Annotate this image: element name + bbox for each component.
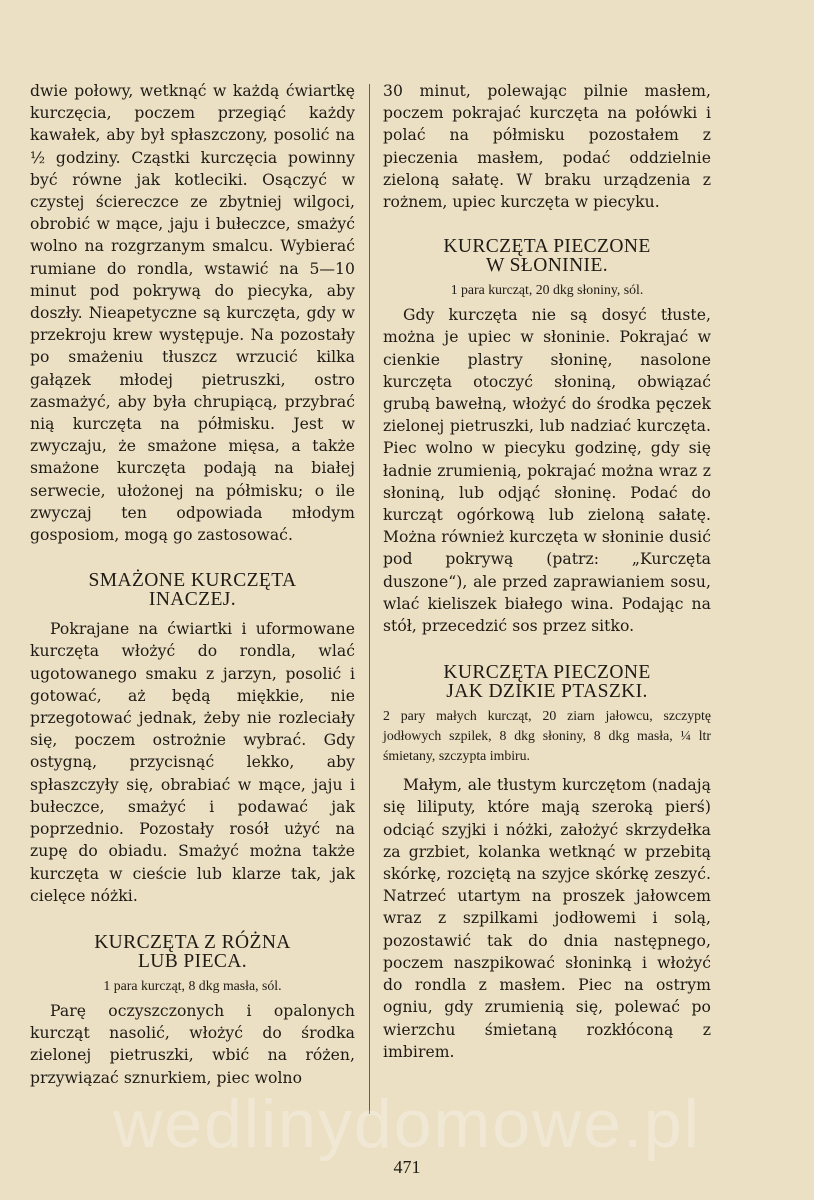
heading-line: KURCZĘTA Z RÓŻNA <box>94 931 291 953</box>
recipe-heading-smazone-kurczeta-inaczej <box>30 571 355 609</box>
heading-line: W SŁONINIE. <box>485 255 609 277</box>
heading-line: KURCZĘTA PIECZONE <box>443 236 651 258</box>
recipe-heading-kurczeta-pieczone-w-sloninie <box>383 237 711 275</box>
column-divider <box>369 84 370 1114</box>
ingredients-line: 1 para kurcząt, 20 dkg słoniny, sól. <box>450 282 644 298</box>
ingredients-line: 1 para kurcząt, 8 dkg masła, sól. <box>103 977 282 993</box>
continued-paragraph: dwie połowy, wetknąć w każdą ćwiartkę kurczęcia, poczem przegiąć każdy kawałek, aby był spłaszczony, posolić na ½ godziny. Cząstki kurczęcia powinny być równe jak kotleciki. Osączyć w czystej ściereczce ze zbytniej wilgoci, obrobić w mące, jaju i bułeczce, smażyć wolno na rozgrzanym smalcu. Wybierać rumiane do rondla, wstawić na 5—10 minut pod pokrywą do piecyka, aby doszły. Nieapetyczne są kurczęta, gdy w przekroju krew występuje. Na pozostały po smażeniu tłuszcz wrzucić kilka gałązek młodej pietruszki, ostro zasmażyć, aby była chrupiącą, przybrać nią kurczęta na półmisku. Jest w zwyczaju, że smażone mięsa, a także smażone kurczęta podają na białej serwecie, ułożonej na półmisku; o ile zwyczaj ten odpowiada młodym gosposiom, mogą go zastosować. <box>30 82 355 545</box>
heading-line: KURCZĘTA PIECZONE <box>443 662 651 684</box>
heading-line: INACZEJ. <box>148 589 237 611</box>
watermark-text: wedlinydomowe.pl <box>113 1086 701 1162</box>
recipe-text: Parę oczyszczonych i opalonych kurcząt nasolić, włożyć do środka zielonej pietruszki, wbić na różen, przywiązać sznurkiem, piec wolno <box>30 1001 355 1087</box>
recipe-text: Pokrajane na ćwiartki i uformowane kurczęta włożyć do rondla, wlać ugotowanego smaku z jarzyn, posolić i gotować, aż będą miękkie, nie przegotować jednak, żeby nie rozleciały się, poczem ostrożnie wybrać. Gdy ostygną, przycisnąć lekko, aby spłaszczyły się, obrabiać w mące, jaju i bułeczce, smażyć i podawać jak poprzednio. Pozostały rosół użyć na zupę do obiadu. Smażyć można także kurczęta w cieście lub klarze tak, jak cielęce nóżki. <box>30 620 355 905</box>
recipe-heading-kurczeta-jak-dzikie-ptaszki <box>383 663 711 701</box>
page-number: 471 <box>393 1157 421 1177</box>
heading-line: LUB PIECA. <box>137 950 248 972</box>
left-column <box>30 80 355 1089</box>
recipe-text: Gdy kurczęta nie są dosyć tłuste, można je upiec w słoninie. Pokrajać w cienkie plastry słoninę, nasolone kurczęta otoczyć słoniną, obwiązać grubą bawełną, włożyć do środka pęczek zielonej pietruszki, lub nadziać kurczęta. Piec wolno w piecyku godzinę, gdy się ładnie zrumienią, pokrajać można wraz z słoniną, lub odjąć słoninę. Podać do kurcząt ogórkową lub zieloną sałatę. Można również kurczęta w słoninie dusić pod pokrywą (patrz: „Kurczęta duszone“), ale przed zaprawianiem sosu, wlać kieliszek białego wina. Podając na stół, przecedzić sos przez sitko. <box>383 306 711 636</box>
heading-line: SMAŻONE KURCZĘTA <box>88 570 297 592</box>
heading-line: JAK DZIKIE PTASZKI. <box>446 681 648 703</box>
recipe-text: Małym, ale tłustym kurczętom (nadają się liliputy, które mają szeroką pierś) odciąć szyjki i nóżki, założyć skrzydełka za grzbiet, kolanka wetknąć w przebitą skórkę, rozciętą na szyjce skórkę zeszyć. Natrzeć utartym na proszek jałowcem wraz z szpilkami jodłowemi i solą, pozostawić tak do dnia następnego, poczem naszpikować słoninką i włożyć do rondla z masłem. Piec na ostrym ogniu, gdy zrumienią się, polewać po wierzchu śmietaną rozkłóconą z imbirem. <box>383 776 711 1061</box>
ingredients-line: 2 pary małych kurcząt, 20 ziarn jałowcu, szczyptę jodłowych szpilek, 8 dkg słoniny, 8 dkg masła, ¼ ltr śmietany, szczypta imbiru. <box>383 708 711 764</box>
recipe-heading-kurczeta-z-rozna <box>30 933 355 971</box>
continued-paragraph: 30 minut, polewając pilnie masłem, poczem pokrajać kurczęta na połówki i polać na półmisku pozostałem z pieczenia masłem, podać oddzielnie zieloną sałatę. W braku urządzenia z rożnem, upiec kurczęta w piecyku. <box>383 82 711 212</box>
right-column <box>383 80 711 1063</box>
